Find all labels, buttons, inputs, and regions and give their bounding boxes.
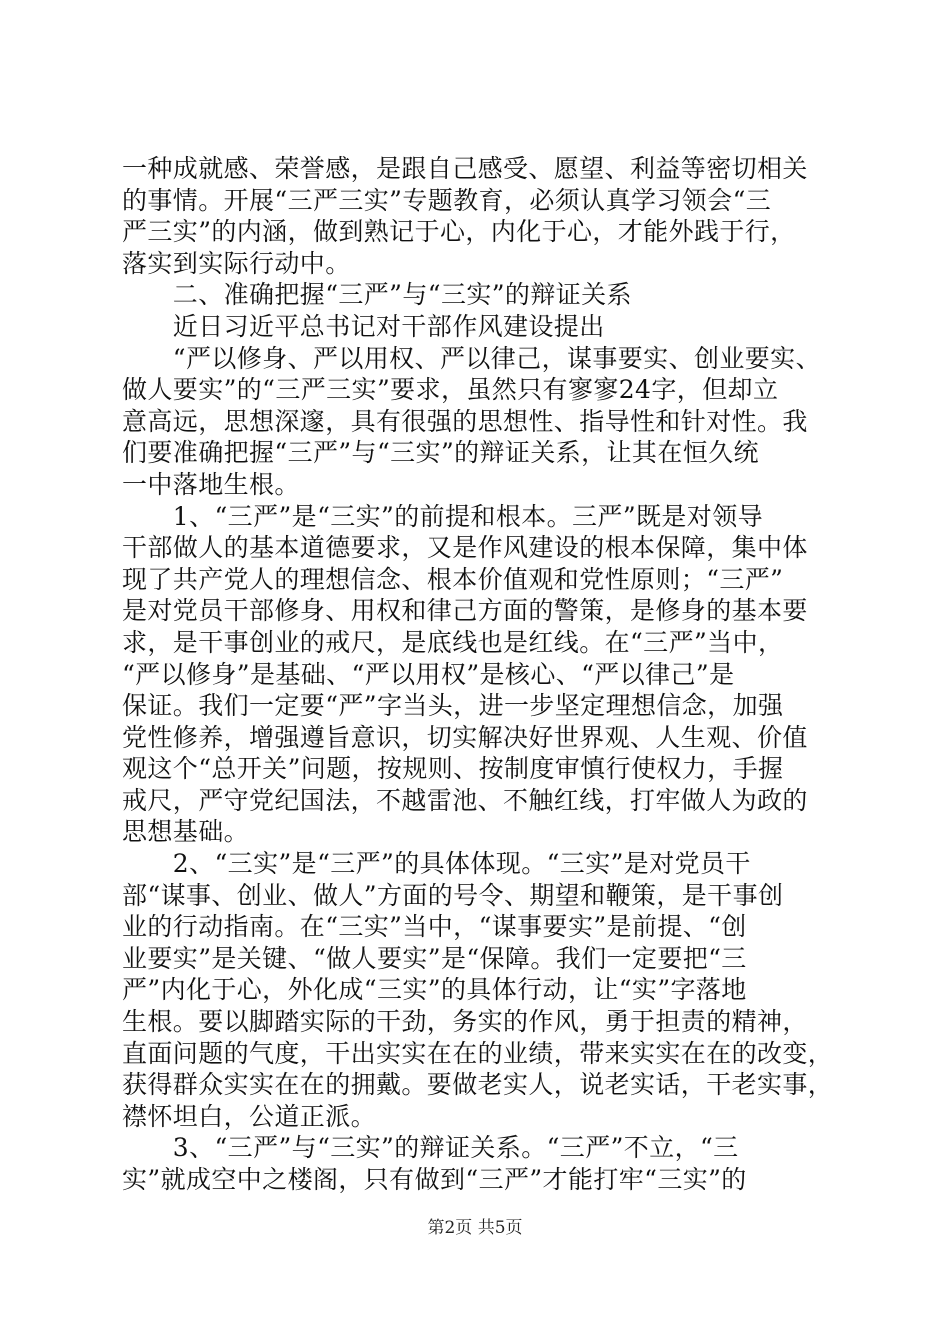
- text-line: 直面问题的气度，干出实实在在的业绩，带来实实在在的改变，: [122, 1038, 834, 1068]
- text-line: “严以修身”是基础、“严以用权”是核心、“严以律己”是: [122, 659, 735, 689]
- text-line: 观这个“总开关”问题，按规则、按制度审慎行使权力，手握: [122, 754, 784, 784]
- text-line: 的事情。开展“三严三实”专题教育，必须认真学习领会“三: [122, 185, 772, 215]
- page-number: 第2页 共5页: [427, 1218, 523, 1238]
- text-line: 们要准确把握“三严”与“三实”的辩证关系，让其在恒久统: [122, 438, 759, 468]
- text-line: 戒尺，严守党纪国法，不越雷池、不触红线，打牢做人为政的: [122, 785, 808, 815]
- text-line: 是对党员干部修身、用权和律己方面的警策，是修身的基本要: [122, 596, 808, 626]
- text-line: 严三实”的内涵，做到熟记于心，内化于心，才能外践于行，: [122, 217, 796, 247]
- text-line: 干部做人的基本道德要求，又是作风建设的根本保障，集中体: [122, 533, 808, 563]
- text-line: 做人要实”的“三严三实”要求，虽然只有寥寥24字，但却立: [122, 375, 779, 405]
- document-body: [122, 153, 832, 1196]
- text-line: 实”就成空中之楼阁，只有做到“三严”才能打牢“三实”的: [122, 1165, 747, 1194]
- text-line: 现了共产党人的理想信念、根本价值观和党性原则；“三严”: [122, 564, 784, 594]
- text-line: 一种成就感、荣誉感，是跟自己感受、愿望、利益等密切相关: [122, 154, 808, 183]
- text-line: 1、“三严”是“三实”的前提和根本。三严”既是对领导: [122, 501, 764, 531]
- text-line: 意高远，思想深邃，具有很强的思想性、指导性和针对性。我: [122, 406, 808, 436]
- text-line: 保证。我们一定要“严”字当头，进一步坚定理想信念，加强: [122, 691, 784, 721]
- text-line: 业的行动指南。在“三实”当中，“谋事要实”是前提、“创: [122, 912, 747, 942]
- text-line: 求，是干事创业的戒尺，是底线也是红线。在“三严”当中，: [122, 627, 784, 657]
- text-line: 思想基础。: [122, 817, 250, 847]
- text-line: 2、“三实”是“三严”的具体体现。“三实”是对党员干: [122, 849, 751, 879]
- text-line: 业要实”是关键、“做人要实”是“保障。我们一定要把“三: [122, 943, 747, 973]
- text-line: 一中落地生根。: [122, 469, 300, 499]
- text-line: 部“谋事、创业、做人”方面的号令、期望和鞭策，是干事创: [122, 880, 784, 910]
- text-line: 近日习近平总书记对干部作风建设提出: [122, 311, 605, 341]
- text-line: 生根。要以脚踏实际的干劲，务实的作风，勇于担责的精神，: [122, 1007, 808, 1037]
- text-line: 3、“三严”与“三实”的辩证关系。“三严”不立，“三: [122, 1133, 739, 1163]
- text-line: 党性修养，增强遵旨意识，切实解决好世界观、人生观、价值: [122, 722, 808, 752]
- text-line: 襟怀坦白，公道正派。: [122, 1101, 377, 1131]
- text-line: 二、准确把握“三严”与“三实”的辩证关系: [122, 280, 632, 310]
- text-line: 获得群众实实在在的拥戴。要做老实人，说老实话，干老实事，: [122, 1070, 834, 1100]
- text-line: “严以修身、严以用权、严以律己，谋事要实、创业要实、: [122, 343, 821, 373]
- text-line: 严”内化于心，外化成“三实”的具体行动，让“实”字落地: [122, 975, 747, 1005]
- text-line: 落实到实际行动中。: [122, 248, 351, 278]
